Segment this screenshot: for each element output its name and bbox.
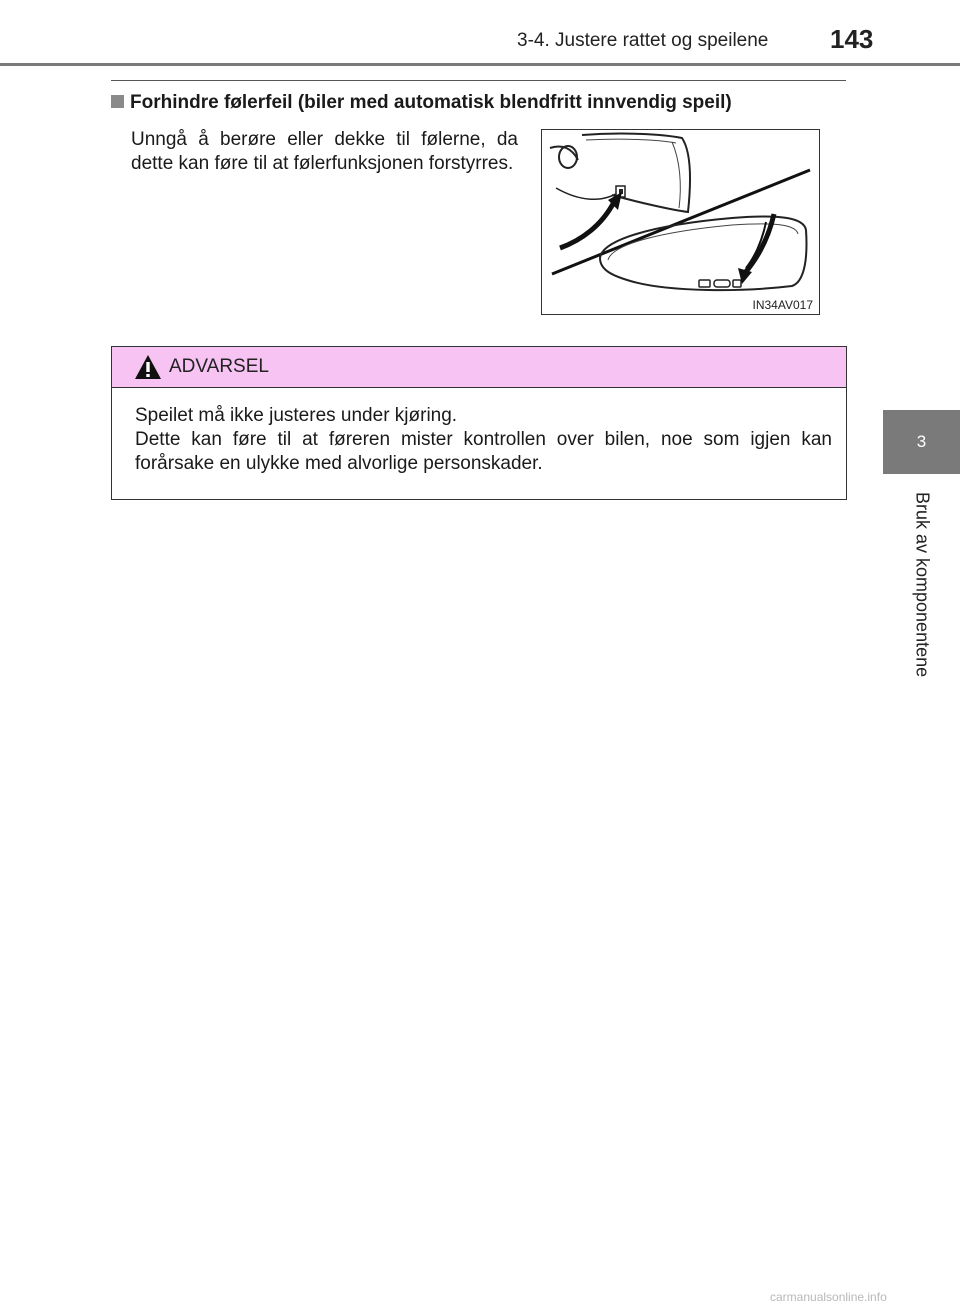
header-rule	[0, 63, 960, 66]
section-heading-text: Forhindre følerfeil (biler med automatisk blendfritt innvendig speil)	[130, 92, 732, 113]
warning-header	[112, 347, 846, 388]
warning-triangle-icon	[134, 354, 162, 380]
warning-box	[111, 346, 847, 500]
warning-line-1: Speilet må ikke justeres under kjøring.	[135, 405, 458, 426]
chapter-tab	[883, 410, 960, 474]
warning-title: ADVARSEL	[169, 356, 269, 377]
page-number: 143	[830, 24, 874, 54]
header-section-title: 3-4. Justere rattet og speilene	[517, 30, 769, 51]
section-rule	[111, 80, 846, 81]
square-bullet-icon	[111, 95, 124, 108]
warning-line-2: Dette kan føre til at føreren mister kontrollen over bilen, noe som igjen kan forårsake en ulykke med alvorlige personskader.	[135, 429, 832, 474]
section-body-text: Unngå å berøre eller dekke til følerne, da dette kan føre til at følerfunksjonen forstyrres.	[131, 129, 518, 174]
mirror-sensor-figure	[541, 129, 820, 315]
figure-code: IN34AV017	[752, 298, 813, 312]
chapter-label: Bruk av komponentene	[912, 492, 933, 678]
watermark: carmanualsonline.info	[770, 1290, 887, 1304]
chapter-number: 3	[916, 432, 927, 451]
mirror-illustration	[542, 130, 819, 314]
section-heading	[111, 92, 732, 114]
warning-body	[112, 388, 846, 476]
